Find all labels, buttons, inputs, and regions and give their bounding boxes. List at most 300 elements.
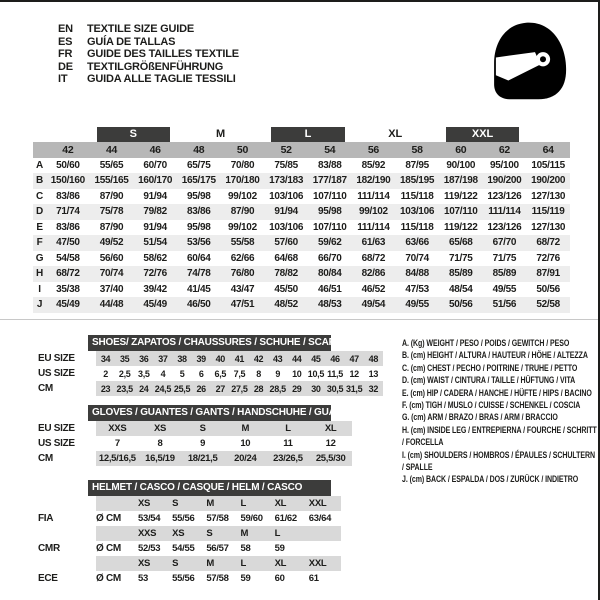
- value-cell: 83/86: [177, 204, 221, 220]
- size-header-42: 42: [46, 142, 90, 158]
- helmet-size-header: M: [204, 556, 238, 571]
- value-cell: 10: [292, 368, 302, 379]
- legend-item: J. (cm) BACK / ESPALDA / DOS / ZURÜCK / INDIETRO: [402, 474, 579, 486]
- row-label: CM: [30, 451, 96, 466]
- size-header-54: 54: [308, 142, 352, 158]
- value-cell: 47/50: [46, 235, 90, 251]
- legend-item: I. (cm) SHOULDERS / HOMBROS / ÉPAULES / SCHULTERN / SPALLE: [402, 449, 595, 474]
- language-row: [58, 23, 239, 36]
- row-label-spacer: [30, 496, 96, 511]
- standard-label: ECE: [30, 571, 96, 586]
- row-label-spacer: [30, 526, 96, 541]
- size-header-44: 44: [90, 142, 134, 158]
- value-cell: 54/58: [56, 252, 80, 264]
- helmet-size-header: XS: [136, 496, 170, 511]
- value-cell: 4: [160, 368, 166, 379]
- value-cell: 79/82: [133, 204, 177, 220]
- value-cell: 55/65: [99, 159, 124, 171]
- value-cell: 78/82: [264, 266, 308, 282]
- value-cell: 64/68: [274, 252, 298, 264]
- value-cell: 9: [200, 438, 206, 449]
- value-cell: 56/60: [99, 252, 124, 264]
- value-cell: 71/74: [46, 204, 90, 220]
- value-cell: 46/51: [318, 283, 342, 295]
- value-cell: 76/80: [221, 266, 265, 282]
- value-cell: 35: [115, 351, 134, 366]
- value-cell: 95/98: [308, 204, 352, 220]
- value-cell: 111/114: [357, 221, 390, 233]
- gloves-row-us-size: [30, 436, 352, 451]
- value-cell: 48/54: [448, 283, 473, 295]
- value-cell: 36: [134, 351, 153, 366]
- row-key: C: [36, 190, 43, 202]
- measure-row-C: [33, 189, 570, 205]
- size-group-M: [177, 127, 264, 142]
- size-header-row: [33, 142, 570, 158]
- value-cell: 70/80: [230, 159, 255, 171]
- value-cell: 57/58: [206, 513, 229, 524]
- value-cell: 59: [240, 573, 251, 584]
- size-group-L: [264, 127, 351, 142]
- value-cell: 8: [157, 438, 163, 449]
- size-header-48: 48: [177, 142, 221, 158]
- value-cell: 75/78: [90, 204, 134, 220]
- value-cell: 39: [192, 351, 211, 366]
- value-cell: 16,5/19: [139, 451, 182, 466]
- value-cell: 2,5: [118, 368, 131, 379]
- value-cell: 127/130: [531, 221, 566, 233]
- language-code: FR: [58, 48, 73, 61]
- size-group-label: XL: [388, 128, 403, 140]
- value-cell: 34: [96, 351, 115, 366]
- value-cell: 63/64: [308, 513, 332, 524]
- value-cell: 61/63: [352, 235, 396, 251]
- value-cell: 11: [283, 438, 293, 449]
- helmet-size-header: XXL: [307, 496, 341, 511]
- value-cell: 46/50: [177, 297, 221, 313]
- value-cell: 53: [138, 573, 148, 584]
- row-key: B: [33, 173, 46, 189]
- value-cell: 49/55: [492, 283, 517, 295]
- row-label: EU SIZE: [30, 351, 96, 366]
- gloves-table-section: [30, 405, 352, 466]
- measurement-legend: [402, 338, 598, 487]
- value-cell: XL: [309, 421, 352, 436]
- value-cell: 123/126: [487, 221, 522, 233]
- value-cell: 50/56: [536, 283, 560, 295]
- value-cell: 58/62: [143, 252, 167, 264]
- value-cell: 115/118: [400, 221, 434, 233]
- value-cell: 12: [349, 368, 359, 379]
- value-cell: 18/21,5: [181, 451, 224, 466]
- value-cell: 49/52: [90, 235, 134, 251]
- shoes-row-us-size: [30, 366, 383, 381]
- section-divider: [0, 319, 600, 320]
- value-cell: 48/53: [308, 297, 352, 313]
- diameter-label: Ø CM: [96, 543, 121, 554]
- value-cell: 48: [364, 351, 383, 366]
- value-cell: 47: [345, 351, 364, 366]
- group-spacer-42: [46, 127, 90, 142]
- value-cell: 150/160: [46, 173, 90, 189]
- value-cell: 68/72: [361, 252, 386, 264]
- helmet-size-header: XS: [170, 526, 204, 541]
- value-cell: 10: [240, 438, 251, 449]
- group-spacer-64: [526, 127, 570, 142]
- value-cell: 12,5/16,5: [96, 451, 139, 466]
- value-cell: 72/76: [536, 252, 560, 264]
- measure-row-D: [33, 204, 570, 220]
- value-cell: 38: [173, 351, 192, 366]
- value-cell: 50/60: [56, 159, 80, 171]
- value-cell: 8: [256, 368, 261, 379]
- value-cell: 95/98: [187, 190, 211, 202]
- size-header-52: 52: [264, 142, 308, 158]
- value-cell: 60/70: [143, 159, 167, 171]
- language-code: EN: [58, 23, 73, 35]
- value-cell: 87/95: [405, 159, 429, 171]
- row-label: EU SIZE: [30, 421, 96, 436]
- value-cell: 13: [368, 368, 379, 379]
- value-cell: 107/110: [439, 204, 483, 220]
- measure-row-G: [33, 251, 570, 267]
- gloves-table: [30, 421, 352, 466]
- value-cell: 44/48: [90, 297, 134, 313]
- value-cell: 3,5: [138, 368, 150, 379]
- value-cell: 30: [306, 381, 325, 396]
- value-cell: L: [267, 421, 310, 436]
- value-cell: 107/110: [313, 221, 347, 233]
- value-cell: 20/24: [224, 451, 267, 466]
- value-cell: 61: [308, 573, 319, 584]
- value-cell: 23,5: [115, 381, 134, 396]
- value-cell: 170/180: [221, 173, 265, 189]
- row-label-spacer: [30, 556, 96, 571]
- value-cell: 45/50: [274, 283, 298, 295]
- measure-row-A: [33, 158, 570, 174]
- value-cell: 53/56: [177, 235, 221, 251]
- helmet-table-section: [30, 480, 341, 586]
- size-header-58: 58: [395, 142, 439, 158]
- value-cell: 39/42: [143, 283, 167, 295]
- value-cell: 119/122: [443, 190, 478, 202]
- value-cell: 99/102: [228, 221, 257, 233]
- value-cell: 25,5: [173, 381, 192, 396]
- value-cell: 85/89: [439, 266, 483, 282]
- value-cell: 11,5: [327, 368, 343, 379]
- value-cell: 182/190: [352, 173, 396, 189]
- row-key: J: [33, 297, 46, 313]
- value-cell: 90/100: [446, 159, 476, 171]
- standard-label: FIA: [30, 511, 96, 526]
- value-cell: 173/183: [264, 173, 308, 189]
- helmet-size-header: L: [238, 496, 272, 511]
- value-cell: 26: [192, 381, 211, 396]
- size-header-50: 50: [221, 142, 265, 158]
- value-cell: 119/122: [443, 221, 478, 233]
- value-cell: 71/75: [448, 252, 473, 264]
- value-cell: 58: [240, 543, 251, 554]
- value-cell: 95/98: [187, 221, 211, 233]
- value-cell: 5: [179, 368, 185, 379]
- legend-item: B. (cm) HEIGHT / ALTURA / HAUTEUR / HÖHE / ALTEZZA: [402, 350, 588, 362]
- size-header-46: 46: [133, 142, 177, 158]
- value-cell: 2: [103, 368, 108, 379]
- value-cell: 190/200: [483, 173, 527, 189]
- value-cell: 65/68: [439, 235, 483, 251]
- row-key: G: [35, 252, 44, 264]
- value-cell: 66/70: [318, 252, 342, 264]
- value-cell: 45/49: [133, 297, 177, 313]
- value-cell: [307, 541, 341, 556]
- value-cell: 42: [249, 351, 268, 366]
- value-cell: 83/86: [56, 221, 80, 233]
- shoes-table-title: SHOES/ ZAPATOS / CHAUSSURES / SCHUHE / SCARPE: [88, 335, 331, 351]
- language-code: IT: [58, 73, 68, 86]
- value-cell: 52/58: [526, 297, 570, 313]
- size-group-label: XXL: [446, 127, 519, 142]
- language-row: [58, 36, 239, 49]
- value-cell: 61/62: [274, 513, 297, 524]
- helmet-size-header: L: [273, 526, 307, 541]
- row-key: H: [33, 266, 46, 282]
- value-cell: 60: [274, 573, 285, 584]
- diameter-label: Ø CM: [96, 513, 121, 524]
- value-cell: 31,5: [345, 381, 364, 396]
- value-cell: 49/55: [395, 297, 439, 313]
- value-cell: 60/64: [187, 252, 211, 264]
- guide-title: TEXTILGRÖßENFÜHRUNG: [87, 60, 224, 73]
- measure-row-I: [33, 282, 570, 298]
- value-cell: 75/85: [274, 159, 298, 171]
- measure-row-E: [33, 220, 570, 236]
- row-label: CM: [30, 381, 96, 396]
- helmet-sizes-row-CMR: [30, 526, 341, 541]
- value-cell: 95/100: [489, 159, 519, 171]
- value-cell: 55/56: [172, 573, 195, 584]
- value-cell: 7: [114, 438, 120, 449]
- size-header-56: 56: [352, 142, 396, 158]
- value-cell: 160/170: [133, 173, 177, 189]
- helmet-size-header: XXS: [136, 526, 170, 541]
- guide-title: GUIDA ALLE TAGLIE TESSILI: [87, 73, 236, 86]
- size-group-S: [90, 127, 177, 142]
- value-cell: 115/118: [400, 190, 434, 202]
- guide-title: TEXTILE SIZE GUIDE: [87, 23, 195, 35]
- value-cell: 56/57: [206, 543, 229, 554]
- value-cell: 59: [274, 543, 285, 554]
- measure-row-J: [33, 297, 570, 313]
- helmet-size-header: M: [204, 496, 238, 511]
- row-key: A: [36, 159, 43, 171]
- size-header-spacer: [33, 142, 46, 158]
- gloves-row-eu-size: [30, 421, 352, 436]
- language-row: [58, 61, 239, 74]
- value-cell: 72/76: [133, 266, 177, 282]
- helmet-size-header: S: [204, 526, 238, 541]
- diameter-label: Ø CM: [96, 573, 121, 584]
- value-cell: 55/56: [172, 513, 195, 524]
- size-group-XL: [352, 127, 439, 142]
- value-cell: 46/52: [361, 283, 386, 295]
- value-cell: 48/52: [264, 297, 308, 313]
- value-cell: 57/60: [264, 235, 308, 251]
- legend-item: G. (cm) ARM / BRAZO / BRAS / ARM / BRACCIO: [402, 412, 558, 424]
- standard-label: CMR: [30, 541, 96, 556]
- legend-item: A. (Kg) WEIGHT / PESO / POIDS / GEWITCH / PESO: [402, 338, 570, 349]
- legend-item: C. (cm) CHEST / PECHO / POITRINE / TRUHE / PETTO: [402, 362, 578, 374]
- value-cell: 23/26,5: [267, 451, 310, 466]
- row-label: US SIZE: [30, 436, 96, 451]
- diameter-col-spacer: [96, 496, 136, 511]
- value-cell: 87/91: [526, 266, 570, 282]
- language-row: [58, 48, 239, 61]
- value-cell: 155/165: [90, 173, 134, 189]
- helmet-icon: [487, 15, 567, 107]
- value-cell: 123/126: [487, 190, 522, 202]
- value-cell: 185/195: [395, 173, 439, 189]
- helmet-size-header: L: [238, 556, 272, 571]
- value-cell: 24,5: [153, 381, 172, 396]
- helmet-size-header: S: [170, 496, 204, 511]
- value-cell: 85/89: [483, 266, 527, 282]
- value-cell: 187/198: [439, 173, 483, 189]
- helmet-values-row-ECE: [30, 571, 341, 586]
- value-cell: 49/54: [352, 297, 396, 313]
- value-cell: 47/53: [405, 283, 429, 295]
- helmet-size-header: M: [238, 526, 272, 541]
- value-cell: 59/60: [240, 513, 263, 524]
- size-group-label: M: [216, 128, 226, 140]
- row-key: F: [33, 235, 46, 251]
- row-key: D: [33, 204, 46, 220]
- value-cell: 55/58: [221, 235, 265, 251]
- value-cell: M: [224, 421, 267, 436]
- value-cell: 45: [306, 351, 325, 366]
- shoes-row-cm: [30, 381, 383, 396]
- size-group-XXL: [439, 127, 526, 142]
- size-group-label: S: [97, 127, 170, 142]
- shoes-row-eu-size: [30, 351, 383, 366]
- helmet-size-header: [307, 526, 341, 541]
- size-group-label: L: [271, 127, 344, 142]
- language-title-list: [58, 23, 239, 86]
- value-cell: 6,5: [214, 368, 227, 379]
- diameter-col-spacer: [96, 526, 136, 541]
- value-cell: 84/88: [395, 266, 439, 282]
- size-group-row: [33, 127, 570, 142]
- value-cell: 107/110: [313, 190, 347, 202]
- value-cell: 51/56: [483, 297, 527, 313]
- value-cell: 46: [326, 351, 345, 366]
- helmet-size-header: XXL: [307, 556, 341, 571]
- value-cell: 40: [211, 351, 230, 366]
- value-cell: 54/55: [172, 543, 195, 554]
- value-cell: 165/175: [177, 173, 221, 189]
- value-cell: 111/114: [357, 190, 390, 202]
- value-cell: 80/84: [308, 266, 352, 282]
- value-cell: 91/94: [143, 190, 167, 202]
- value-cell: 23: [96, 381, 115, 396]
- value-cell: 82/86: [352, 266, 396, 282]
- value-cell: 43: [268, 351, 287, 366]
- value-cell: 37: [153, 351, 172, 366]
- value-cell: 53/54: [138, 513, 161, 524]
- value-cell: 115/119: [526, 204, 570, 220]
- legend-item: F. (cm) TIGH / MUSLO / CUISSE / SCHENKEL / COSCIA: [402, 400, 581, 412]
- value-cell: 57/58: [206, 573, 229, 584]
- value-cell: 63/66: [395, 235, 439, 251]
- value-cell: 27,5: [230, 381, 249, 396]
- language-code: ES: [58, 35, 73, 48]
- measure-row-F: [33, 235, 570, 251]
- value-cell: 35/38: [56, 283, 80, 295]
- helmet-size-header: XS: [136, 556, 170, 571]
- helmet-size-header: XL: [273, 556, 307, 571]
- value-cell: 52/53: [138, 543, 161, 554]
- measure-row-B: [33, 173, 570, 189]
- measure-row-H: [33, 266, 570, 282]
- value-cell: 105/115: [531, 159, 565, 171]
- value-cell: 6: [198, 368, 204, 379]
- value-cell: 28,5: [268, 381, 287, 396]
- guide-title: GUIDE DES TAILLES TEXTILE: [87, 48, 239, 61]
- size-header-62: 62: [483, 142, 527, 158]
- shoes-table: [30, 351, 383, 396]
- value-cell: 25,5/30: [309, 451, 352, 466]
- value-cell: 41: [230, 351, 249, 366]
- row-key: I: [38, 283, 41, 295]
- value-cell: 190/200: [526, 173, 570, 189]
- value-cell: S: [181, 421, 224, 436]
- value-cell: 91/94: [143, 221, 167, 233]
- value-cell: 99/102: [352, 204, 396, 220]
- shoes-table-section: [30, 335, 383, 396]
- value-cell: 177/187: [308, 173, 352, 189]
- value-cell: 24: [134, 381, 153, 396]
- language-row: [58, 73, 239, 86]
- value-cell: 32: [364, 381, 383, 396]
- textile-size-table: [33, 127, 570, 313]
- value-cell: 50/56: [439, 297, 483, 313]
- language-code: DE: [58, 60, 73, 73]
- size-header-60: 60: [439, 142, 483, 158]
- value-cell: 7,5: [233, 368, 246, 379]
- value-cell: 28: [249, 381, 268, 396]
- value-cell: 51/54: [133, 235, 177, 251]
- gloves-table-title: GLOVES / GUANTES / GANTS / HANDSCHUHE / GUANTI: [88, 405, 331, 421]
- gloves-row-cm: [30, 451, 352, 466]
- value-cell: 103/106: [269, 221, 304, 233]
- value-cell: 87/90: [99, 190, 124, 202]
- value-cell: 70/74: [405, 252, 429, 264]
- legend-item: D. (cm) WAIST / CINTURA / TAILLE / HÜFTUNG / VITA: [402, 375, 576, 387]
- value-cell: 27: [211, 381, 230, 396]
- value-cell: 44: [287, 351, 306, 366]
- value-cell: 85/92: [361, 159, 386, 171]
- helmet-table: [30, 496, 341, 586]
- value-cell: 47/51: [221, 297, 265, 313]
- value-cell: 87/90: [99, 221, 124, 233]
- value-cell: 29: [287, 381, 306, 396]
- value-cell: 111/114: [483, 204, 527, 220]
- value-cell: XS: [139, 421, 182, 436]
- row-label: US SIZE: [30, 366, 96, 381]
- value-cell: 45/49: [46, 297, 90, 313]
- value-cell: 70/74: [90, 266, 134, 282]
- value-cell: 83/86: [56, 190, 80, 202]
- guide-title: GUÍA DE TALLAS: [87, 35, 176, 48]
